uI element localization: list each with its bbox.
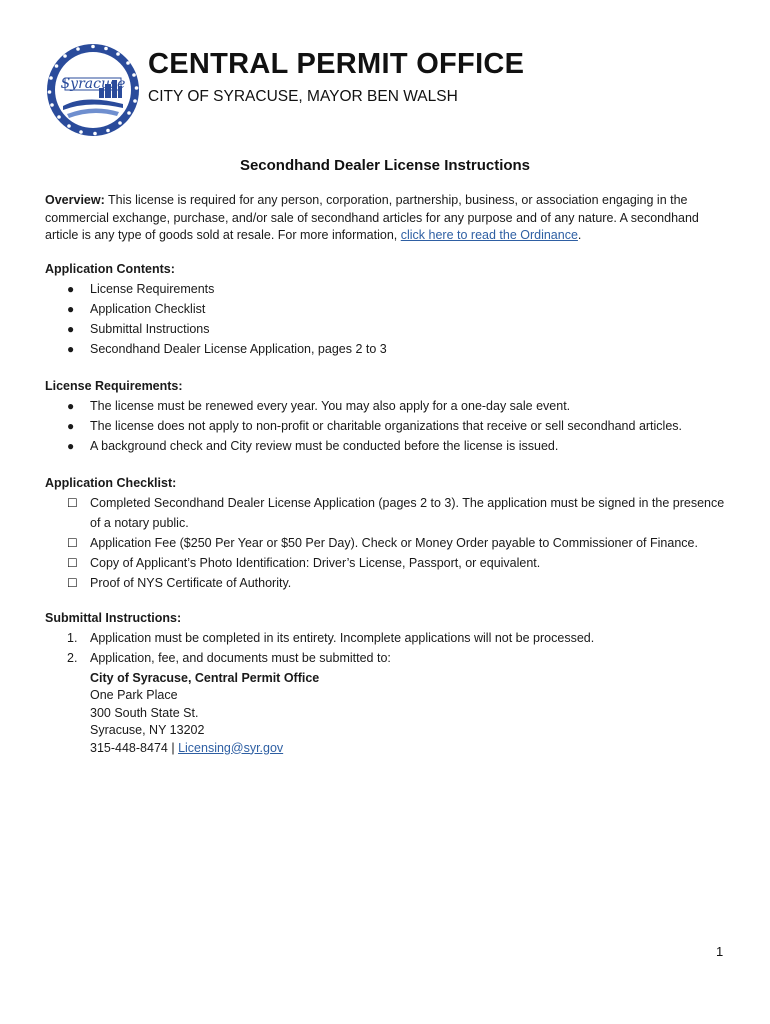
application-contents-section	[45, 261, 725, 359]
checklist-item-text: Proof of NYS Certificate of Authority.	[90, 575, 292, 590]
application-contents-title: Application Contents:	[45, 262, 175, 276]
city-seal-logo	[45, 42, 141, 138]
overview-label: Overview:	[45, 193, 105, 207]
contact-separator: |	[167, 740, 179, 755]
ordinance-link[interactable]: click here to read the Ordinance	[400, 228, 578, 242]
submittal-instructions-title: Submittal Instructions:	[45, 611, 182, 625]
overview-paragraph	[45, 192, 725, 245]
office-subtitle: CITY OF SYRACUSE, MAYOR BEN WALSH	[148, 88, 458, 105]
bullet-icon: ●	[67, 398, 75, 413]
bullet-icon: ●	[67, 438, 75, 453]
seal-wordmark: Syracuse	[60, 76, 126, 92]
list-item-text: Submittal Instructions	[90, 321, 210, 336]
license-requirements-title: License Requirements:	[45, 379, 183, 393]
checklist-item	[45, 493, 725, 533]
mailing-address	[45, 670, 725, 758]
page-number: 1	[716, 944, 724, 959]
address-name: City of Syracuse, Central Permit Office	[90, 670, 320, 685]
list-item	[45, 416, 725, 436]
application-checklist-list	[45, 493, 725, 593]
application-checklist-title: Application Checklist:	[45, 476, 177, 490]
email-link[interactable]: Licensing@syr.gov	[178, 740, 284, 755]
office-title: CENTRAL PERMIT OFFICE	[148, 48, 525, 80]
list-item	[45, 396, 725, 416]
bullet-icon: ●	[67, 281, 75, 296]
list-item	[45, 299, 725, 319]
application-contents-list	[45, 279, 725, 359]
list-item-text: The license does not apply to non-profit or charitable organizations that receive or sell secondhand articles.	[90, 418, 683, 433]
numbered-item	[45, 648, 725, 668]
checklist-item	[45, 533, 725, 553]
numbered-item-text: Application must be completed in its entirety. Incomplete applications will not be processed.	[90, 630, 595, 645]
list-item	[45, 339, 725, 359]
list-item-text: Secondhand Dealer License Application, pages 2 to 3	[90, 341, 387, 356]
overview-text: This license is required for any person, corporation, partnership, business, or association engaging in the commercial exchange, purchase, and/or sale of secondhand articles for any purpose and of any nature. A secondhand article is any type of goods sold at resale. For more information,	[45, 193, 699, 242]
checklist-item-text: Completed Secondhand Dealer License Application (pages 2 to 3). The application must be signed in the presence of a notary public.	[90, 495, 725, 530]
checklist-item	[45, 573, 725, 593]
checklist-item	[45, 553, 725, 573]
numbered-item-text: Application, fee, and documents must be submitted to:	[90, 650, 391, 665]
document-title: Secondhand Dealer License Instructions	[239, 157, 531, 174]
license-requirements-list	[45, 396, 725, 456]
application-checklist-section	[45, 475, 725, 593]
list-item-text: Application Checklist	[90, 301, 206, 316]
license-requirements-section	[45, 378, 725, 456]
overview-end: .	[577, 228, 582, 242]
bullet-icon: ●	[67, 301, 75, 316]
bullet-icon: ●	[67, 341, 75, 356]
checkbox-icon[interactable]: ☐	[67, 575, 78, 590]
address-line3: Syracuse, NY 13202	[90, 723, 205, 737]
list-item	[45, 436, 725, 456]
list-item-text: License Requirements	[90, 281, 215, 296]
submittal-instructions-section	[45, 610, 725, 757]
numbered-item	[45, 628, 725, 648]
phone-number: 315-448-8474	[90, 740, 168, 755]
address-line1: One Park Place	[90, 688, 178, 702]
item-number: 1.	[67, 630, 78, 645]
checkbox-icon[interactable]: ☐	[67, 555, 78, 570]
submittal-instructions-list	[45, 628, 725, 668]
checklist-item-text: Copy of Applicant’s Photo Identification: Driver’s License, Passport, or equivalent.	[90, 555, 541, 570]
list-item	[45, 319, 725, 339]
list-item-text: The license must be renewed every year. You may also apply for a one-day sale event.	[90, 398, 571, 413]
item-number: 2.	[67, 650, 78, 665]
address-line2: 300 South State St.	[90, 705, 199, 720]
bullet-icon: ●	[67, 418, 75, 433]
contact-line	[90, 740, 725, 758]
list-item	[45, 279, 725, 299]
bullet-icon: ●	[67, 321, 75, 336]
checkbox-icon[interactable]: ☐	[67, 535, 78, 550]
checkbox-icon[interactable]: ☐	[67, 495, 78, 510]
checklist-item-text: Application Fee ($250 Per Year or $50 Per Day). Check or Money Order payable to Commissioner of Finance.	[90, 535, 698, 550]
list-item-text: A background check and City review must be conducted before the license is issued.	[90, 438, 559, 453]
